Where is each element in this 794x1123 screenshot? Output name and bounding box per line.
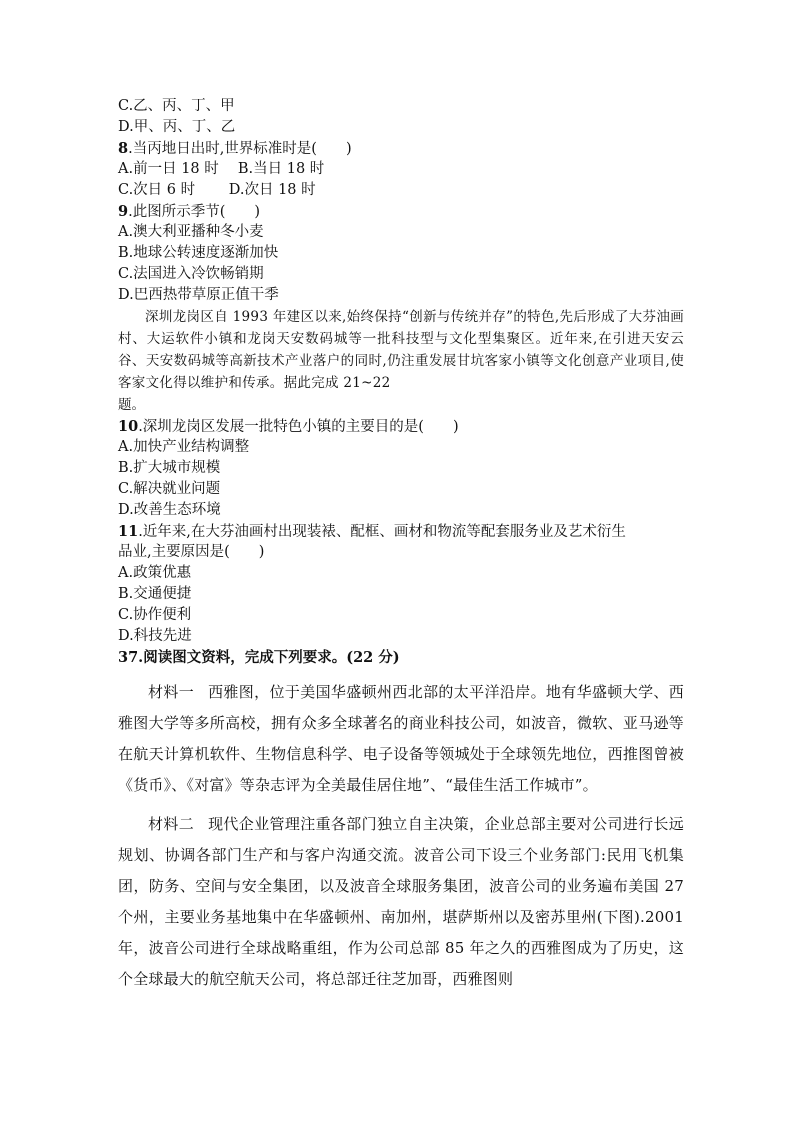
- question-8-stem: [118, 138, 684, 159]
- question-text: .深圳龙岗区发展一批特色小镇的主要目的是( ): [138, 419, 459, 435]
- question-number: 9: [118, 203, 129, 220]
- question-number: 10: [118, 418, 139, 435]
- question-8-options-cd: C.次日 6 时 D.次日 18 时: [118, 182, 316, 198]
- question-text: .此图所示季节( ): [128, 204, 261, 220]
- question-11-option-b: B.交通便捷: [118, 586, 192, 602]
- question-10-option-c: C.解决就业问题: [118, 481, 221, 497]
- option-d-prev: D.甲、丙、丁、乙: [118, 119, 236, 135]
- question-8-options-ab: A.前一日 18 时 B.当日 18 时: [118, 161, 325, 177]
- question-10-option-d: D.改善生态环境: [118, 502, 221, 518]
- reading-passage: 深圳龙岗区自 1993 年建区以来,始终保持“创新与传统并存”的特色,先后形成了大芬油画村、大运软件小镇和龙岗天安数码城等一批科技型与文化型集聚区。近年来,在引进天安云谷、天安数码城等高新技术产业落户的同时,仍注重发展甘坑客家小镇等文化创意产业项目,使客家文化得以维护和传承。据此完成 21~22: [118, 309, 684, 391]
- question-9-option-d: D.巴西热带草原正值干季: [118, 287, 279, 303]
- question-9-stem: [118, 201, 684, 222]
- question-10-option-b: B.扩大城市规模: [118, 460, 221, 476]
- material-label: 材料二: [148, 815, 195, 833]
- material-text: 现代企业管理注重各部门独立自主决策，企业总部主要对公司进行长远规划、协调各部门生产和与客户沟通交流。波音公司下设三个业务部门:民用飞机集团，防务、空间与安全集团，以及波音全球服务集团，波音公司的业务遍布美国 27 个州，主要业务基地集中在华盛顿州、南加州，堪萨斯州以及密苏里州(下图).2001 年，波音公司进行全球战略重组，作为公司总部 85 年之久的西雅图成为了历史，这个全球最大的航空航天公司，将总部迁往芝加哥，西雅图则: [118, 815, 684, 988]
- question-11-stem-cont: 品业,主要原因是( ): [118, 544, 265, 560]
- option-c-prev: C.乙、丙、丁、甲: [118, 98, 235, 114]
- question-10-stem: [118, 416, 684, 437]
- question-37-heading: 37.阅读图文资料，完成下列要求。(22 分): [118, 649, 400, 666]
- question-9-option-a: A.澳大利亚播种冬小麦: [118, 224, 264, 240]
- question-number: 8: [118, 140, 129, 157]
- question-text: .当丙地日出时,世界标准时是( ): [128, 141, 352, 157]
- question-column: [118, 96, 684, 995]
- question-text: .近年来,在大芬油画村出现装裱、配框、画材和物流等配套服务业及艺术衍生: [138, 524, 626, 540]
- material-one: [118, 677, 684, 801]
- question-11-option-d: D.科技先进: [118, 628, 192, 644]
- material-text: 西雅图，位于美国华盛顿州西北部的太平洋沿岸。地有华盛顿大学、西雅图大学等多所高校，拥有众多全球著名的商业科技公司，如波音，微软、亚马逊等 在航天计算机软件、生物信息科学、电子设备等领城处于全球领先地位，西推图曾被《货币》、《对富》等杂志评为全美最佳居住地”、“最佳生活工作城市”。: [118, 683, 684, 794]
- question-10-option-a: A.加快产业结构调整: [118, 439, 250, 455]
- question-11-option-a: A.政策优惠: [118, 565, 192, 581]
- material-two: [118, 809, 684, 995]
- material-label: 材料一: [148, 683, 195, 701]
- question-11-stem: [118, 521, 684, 542]
- question-9-option-b: B.地球公转速度逐渐加快: [118, 245, 279, 261]
- question-9-option-c: C.法国进入冷饮畅销期: [118, 266, 264, 282]
- question-11-option-c: C.协作便利: [118, 607, 192, 623]
- question-number: 11: [118, 523, 139, 540]
- reading-passage-tail: 题。: [118, 397, 145, 413]
